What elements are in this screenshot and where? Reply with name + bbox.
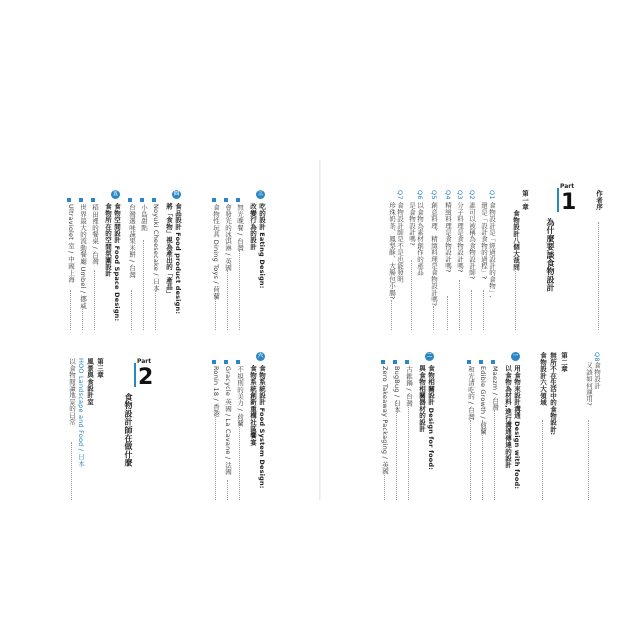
leader — [483, 290, 484, 330]
question-item[interactable]: 分子料理是食物設計嗎? — [456, 202, 464, 273]
case-item[interactable]: 不規則的美力 / 荷蘭 — [236, 366, 244, 427]
section-title[interactable]: 用食物來設計溝通 Design with food: — [513, 365, 521, 490]
part2-title[interactable]: 食物設計師在做什麼 — [124, 393, 133, 467]
question-item[interactable]: 誰可以被稱為食物設計師? — [468, 202, 476, 280]
leader — [433, 306, 434, 330]
question-item[interactable]: 食物設計 — [593, 362, 601, 389]
chapter2-subtitle[interactable]: 食物設計六大領域 — [539, 352, 547, 406]
part1-accent-bar — [557, 188, 559, 212]
question-item[interactable]: 又該如何運用? — [585, 362, 593, 406]
bullet-icon — [224, 360, 228, 364]
bullet-icon — [393, 360, 397, 364]
bullet-icon — [212, 198, 216, 202]
leader — [215, 296, 216, 330]
leader — [470, 420, 471, 500]
part1-label: Part — [560, 183, 575, 190]
bullet-icon — [405, 360, 409, 364]
q-number: Q6 — [416, 190, 424, 200]
case-item[interactable]: BugBug / 日本 — [393, 366, 401, 413]
leader — [131, 290, 132, 330]
section-number-badge: 六 — [257, 353, 263, 359]
case-item[interactable]: 和光清吃的 / 台灣 — [467, 366, 475, 420]
chapter2-title[interactable]: 無所不在生活中的食物設計: — [549, 352, 557, 436]
section-subtitle: 食物所在的空間氛圍設計 — [104, 203, 112, 277]
chapter3-item[interactable]: HOO Landscape and Food / 日本 — [77, 358, 85, 467]
preface-label[interactable]: 作者序 — [595, 190, 603, 211]
section-number-badge: 一 — [512, 353, 518, 359]
section-number-badge: 三 — [257, 191, 263, 197]
leader — [71, 442, 72, 500]
chapter3-title[interactable]: 風景與食設計室 — [86, 358, 94, 405]
q-number: Q2 — [468, 190, 476, 200]
section-number-badge: 四 — [173, 191, 179, 197]
leader — [155, 290, 156, 330]
bullet-icon — [79, 198, 83, 202]
leader — [515, 264, 516, 330]
leader — [588, 420, 589, 500]
case-item[interactable]: Zero Takeaway Packaging / 英國 — [381, 366, 389, 475]
leader — [598, 222, 599, 330]
section-title[interactable]: 吃的設計 Eating Design: — [258, 203, 266, 289]
chapter3-item[interactable]: 以食物閱讀地景的日常 — [68, 358, 76, 425]
leader — [494, 410, 495, 500]
leader — [471, 290, 472, 330]
case-item[interactable]: 台灣選味蔬果米餅 / 台灣 — [128, 204, 136, 278]
case-item[interactable]: Maezm / 台灣 — [491, 366, 499, 411]
section-title[interactable]: 食物相關設計 Design for food: — [427, 365, 435, 471]
part1-number: 1 — [561, 190, 577, 215]
leader — [70, 290, 71, 330]
section-subtitle: 將「食物」視為產出的「產品」 — [165, 203, 173, 297]
bullet-icon — [224, 198, 228, 202]
leader — [396, 400, 397, 500]
leader — [459, 280, 460, 330]
q-number: Q5 — [430, 190, 438, 200]
leader — [482, 420, 483, 500]
leader — [447, 296, 448, 330]
case-item[interactable]: Ronin 18 / 香港 — [212, 366, 220, 417]
bullet-icon — [491, 360, 495, 364]
part2-number: 2 — [138, 365, 154, 390]
chapter3-heading: 第三章 — [96, 358, 104, 379]
leader — [384, 470, 385, 500]
bullet-icon — [91, 198, 95, 202]
question-item[interactable]: 創意料理、精緻料理是食物設計嗎? — [430, 202, 438, 307]
leader — [227, 480, 228, 500]
question-item[interactable]: 食物設計是「經過設計的食物」, — [488, 202, 496, 299]
section-subtitle: 以食物為材料,進行溝通傳達的設計 — [504, 365, 512, 469]
leader — [227, 270, 228, 330]
bullet-icon — [212, 360, 216, 364]
bullet-icon — [140, 198, 144, 202]
leader — [239, 250, 240, 330]
book-gutter — [319, 160, 321, 500]
chapter1-heading: 第一章 — [521, 190, 529, 211]
question-item[interactable]: 珍珠奶茶、鳳梨酥、大腸包小腸? — [388, 202, 396, 300]
leader — [94, 270, 95, 330]
section-subtitle: 與食物相關器材的設計 — [418, 365, 426, 432]
q-number: Q3 — [456, 190, 464, 200]
case-item[interactable]: Noyuki Cheesecake / 日本 — [152, 204, 160, 292]
case-item[interactable]: 食物性玩具 Dining Toys / 荷蘭 — [212, 204, 220, 300]
chapter2-heading: 第二章 — [560, 352, 568, 373]
section-number-badge: 五 — [112, 191, 118, 197]
bullet-icon — [236, 360, 240, 364]
bullet-icon — [128, 198, 132, 202]
bullet-icon — [381, 360, 385, 364]
section-title[interactable]: 食品設計 Food product design: — [174, 203, 182, 315]
part1-title[interactable]: 為什麼要談食物設計 — [546, 218, 555, 292]
case-item[interactable]: 古錐鍋 / 台灣 — [405, 366, 413, 407]
section-subtitle: 食物系統創新重構社區饗宴 — [249, 365, 257, 446]
question-item[interactable]: 還是「設計食物的過程」? — [480, 202, 488, 280]
case-item[interactable]: 世界最大的流動餐廳 Umbel / 挪威 — [79, 204, 87, 309]
section-title[interactable]: 食物系統設計 Food System Design: — [258, 365, 266, 489]
leader — [391, 300, 392, 330]
section-number-badge: 二 — [426, 353, 432, 359]
case-item[interactable]: 會發光的冰淇淋 / 英國 — [224, 204, 232, 272]
question-item[interactable]: 是食物設計嗎? — [408, 202, 416, 246]
q-number: Q1 — [488, 190, 496, 200]
case-item[interactable]: 稻田裡的餐桌 / 台灣 — [91, 204, 99, 265]
section-title[interactable]: 食物空間設計 Food Space Design: — [113, 203, 121, 322]
case-item[interactable]: Gracycle 英國 / La Cavane / 法國 — [224, 366, 232, 475]
leader — [239, 420, 240, 500]
question-item[interactable]: 以食物為素材創作的產品 — [416, 202, 424, 276]
chapter1-title[interactable]: 食物設計八個大哉問 — [512, 210, 520, 271]
case-item[interactable]: 小島甜點 — [140, 204, 148, 231]
leader — [215, 410, 216, 500]
bullet-icon — [67, 198, 71, 202]
part2-accent-bar — [134, 363, 136, 387]
case-item[interactable]: Edible Growth / 荷蘭 — [479, 366, 487, 435]
part2-label: Part — [137, 358, 152, 365]
section-subtitle: 改變行為的設計 — [249, 203, 257, 250]
leader — [82, 305, 83, 330]
leader — [542, 420, 543, 500]
question-item[interactable]: 食物設計師是不是也能發明 — [396, 202, 404, 283]
bullet-icon — [467, 360, 471, 364]
bullet-icon — [236, 198, 240, 202]
q-number: Q7 — [396, 190, 404, 200]
bullet-icon — [479, 360, 483, 364]
question-item[interactable]: 精緻料理是食物設計嗎? — [444, 202, 452, 273]
leader — [143, 240, 144, 330]
q-number: Q8 — [593, 352, 601, 362]
q-number: Q4 — [444, 190, 452, 200]
case-item[interactable]: Ultraviolet 室 / 中國上海 — [67, 204, 75, 283]
leader — [411, 260, 412, 330]
leader — [408, 400, 409, 500]
bullet-icon — [152, 198, 156, 202]
case-item[interactable]: 無光晚餐 / 台灣 — [236, 204, 244, 252]
